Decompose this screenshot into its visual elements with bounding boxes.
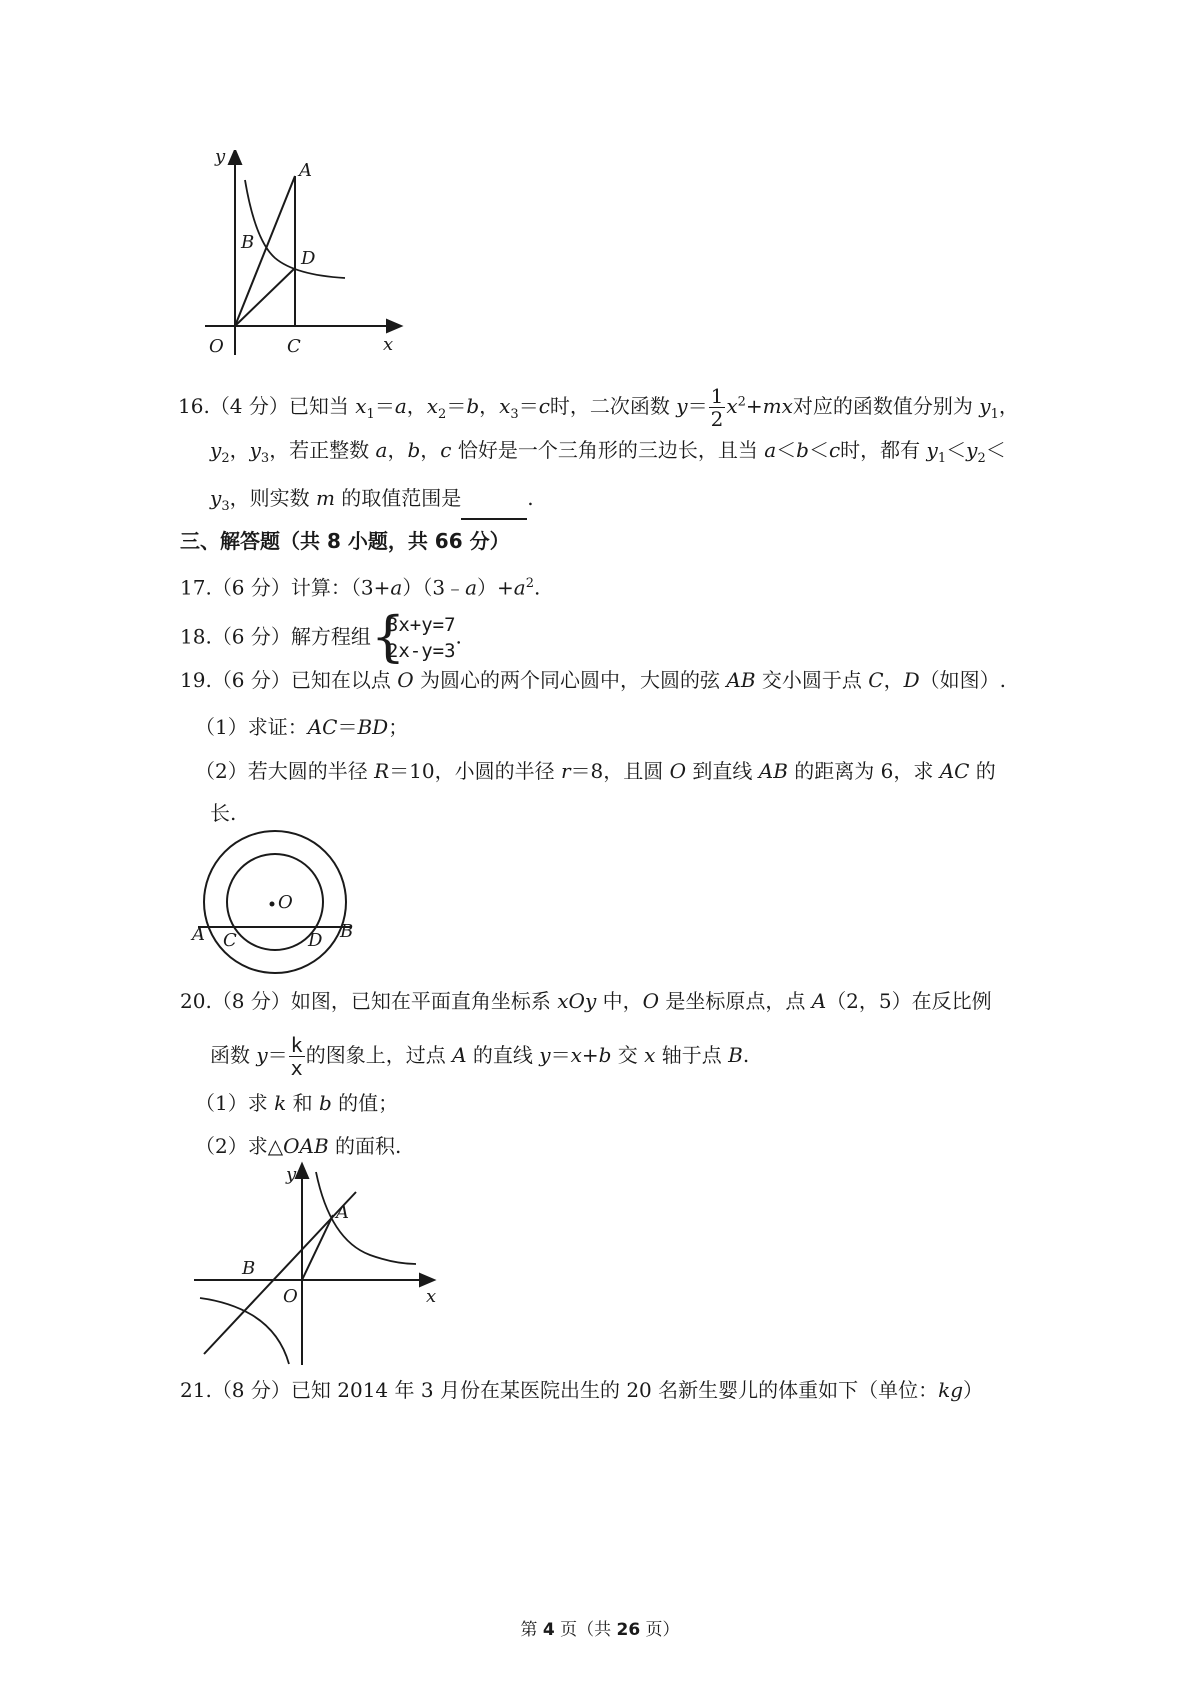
q20-part1: （1）求 k 和 b 的值； — [195, 1091, 399, 1115]
figure-q19 — [190, 830, 370, 985]
hyperbola-branch-1 — [316, 1172, 416, 1264]
label-y: y — [286, 1164, 297, 1185]
equation-system: { 3x+y=7 2x-y=3 — [370, 605, 456, 668]
fraction-k-over-x: $\frac{k}{x}$ — [290, 1033, 303, 1080]
x-axis-arrow — [387, 320, 401, 332]
label-d: D — [308, 930, 323, 951]
q21: 21.（8 分）已知 2014 年 3 月份在某医院出生的 20 名新生婴儿的体重如下（单位：kg） — [180, 1378, 984, 1402]
segment-oa — [302, 1215, 333, 1280]
q19-part1: （1）求证：AC＝BD； — [195, 715, 409, 739]
label-y: y — [215, 150, 226, 167]
y-axis-arrow — [229, 150, 241, 164]
label-o: O — [209, 336, 224, 357]
q20-line1: 20.（8 分）如图，已知在平面直角坐标系 xOy 中，O 是坐标原点，点 A（2，5）在反比例 — [180, 989, 992, 1013]
page-footer: 第 4 页（共 26 页） — [520, 1620, 680, 1640]
q16-line1: 16.（4 分）已知当 $x_1=a$，$x_2=b$，$x_3=c$时，二次函数 y＝ $\frac{1}{2}$ $x^2+mx$对应的函数值分别为 $y_1$， — [178, 384, 1019, 431]
y-axis-arrow — [296, 1164, 308, 1178]
q20-part2: （2）求△OAB 的面积. — [195, 1134, 402, 1158]
label-d: D — [301, 248, 316, 269]
label-b: B — [242, 1258, 256, 1279]
label-a: A — [336, 1202, 349, 1223]
figure-q20 — [190, 1160, 450, 1370]
q19-part2-cont: 长. — [210, 801, 237, 825]
q16-line3: $y_3$，则实数 m 的取值范围是 . — [210, 485, 534, 520]
segment-od — [235, 268, 295, 326]
label-b: B — [241, 232, 255, 253]
center-point — [270, 902, 275, 907]
answer-blank[interactable] — [461, 498, 527, 520]
label-c: C — [287, 336, 301, 357]
hyperbola-branch-2 — [200, 1298, 289, 1364]
q18: 18.（6 分）解方程组 { 3x+y=7 2x-y=3 . — [180, 605, 462, 668]
label-c: C — [223, 930, 237, 951]
label-o: O — [278, 892, 293, 913]
label-x: x — [383, 334, 394, 355]
label-a: A — [299, 160, 312, 181]
section-heading: 三、解答题（共 8 小题，共 66 分） — [180, 529, 510, 553]
large-circle — [204, 831, 346, 973]
label-x: x — [426, 1286, 437, 1307]
label-o: O — [283, 1286, 298, 1307]
q19-line1: 19.（6 分）已知在以点 O 为圆心的两个同心圆中，大圆的弦 AB 交小圆于点 C，D（如图）. — [180, 668, 1006, 692]
fraction-half: $\frac{1}{2}$ — [710, 384, 724, 431]
figure-q15 — [195, 150, 435, 380]
q20-line2: 函数 y＝ $\frac{k}{x}$ 的图象上，过点 A 的直线 y＝x+b 交 x 轴于点 B. — [210, 1033, 750, 1080]
x-axis-arrow — [420, 1274, 434, 1286]
label-a: A — [192, 924, 205, 945]
q16-line2: $y_2$，$y_3$，若正整数 a，b，c 恰好是一个三角形的三边长，且当 a＜b＜c时，都有 $y_1<y_2<$ — [210, 438, 1006, 466]
label-b: B — [340, 921, 354, 942]
q17: 17.（6 分）计算：$(3+a)(3﹣a)+a^2$. — [180, 575, 541, 600]
q19-part2: （2）若大圆的半径 R＝10，小圆的半径 r＝8，且圆 O 到直线 AB 的距离为 6，求 AC 的 — [195, 759, 996, 783]
